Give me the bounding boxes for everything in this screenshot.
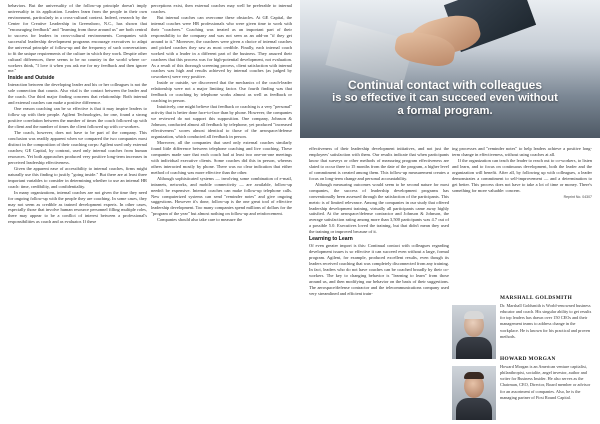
article-column-4 — [452, 146, 592, 201]
author-name: HOWARD MORGAN — [500, 356, 556, 362]
paragraph: Companies should also take care to measure the — [157, 217, 243, 223]
caption-line: a formal program. — [397, 105, 493, 117]
paragraph: But internal coaches can overcome these obstacles. At GE Capital, the internal coaches were HR professionals who were given time to work with their "coachees." Coaching was treated as an important part of their responsibility to the company and was not seen as an add-on "if they get around to it." Moreover, the coachees were given a choice of internal coaches and picked coaches they saw as most credible. Finally, each internal coach worked with a leader in a different part of the business. They assured their coachees that this process was for high-potential development, not evaluation. As a result of this thorough screening process, client satisfaction with internal coaches was high and results achieved by internal coaches (as judged by coworkers) were very positive. — [151, 14, 292, 80]
paragraph: behaviors. But the universality of the follow-up principle doesn't imply universality in its application. Leaders learn from the people in their own environment, particularly in a cross-cultural context. Indeed, research by the Center for Creative Leadership in Greensboro, N.C., has shown that "encouraging feedback" and "learning from those around us" are both central to success for leaders in cross-cultural environments. Companies with successful leadership development programs encourage executives to adapt the universal principle of follow-up and the frequency of such conversations to fit the unique requirements of the culture in which they work. Despite other cultural differences, there seems to be no country in the world where co-workers think, "I love it when you ask me for my feedback and then ignore me." — [8, 3, 147, 74]
paragraph: The coach, however, does not have to be part of the company. This conclusion was readily apparent when we compared the two companies most distinct in the composition of their coaching corps: Agilent used only external coaches; GE Capital, by contrast, used only internal coaches from human resources. Yet both approaches produced very positive long-term increases in perceived leadership effectiveness. — [8, 130, 147, 165]
paragraph: Interaction between the developing leader and his or her colleagues is not the sole connection that counts. Also vital is the contact between the leader and the coach. Our third major finding concerns that relationship: Both internal and external coaches can make a positive difference. — [8, 82, 147, 106]
paragraph: effectiveness of their leadership development initiatives, and not just the employees' satisfaction with them. Our results indicate that when participants know that surveys or other methods of measuring program effectiveness are slated to occur three to 15 months from the date of the program, a higher level of commitment is created among them. This follow-up measurement creates a focus on long-term change and personal accountability. — [309, 146, 449, 181]
article-column-2 — [151, 3, 292, 223]
hero-caption — [310, 79, 580, 118]
photo-hair-shape — [464, 311, 484, 319]
paragraph: Of even greater import is this: Continual contact with colleagues regarding development issues is so effective it can succeed even without a large, formal program. Agilent, for example, produced excellent results, even though its leaders received coaching that was completely disconnected from any training. In fact, leaders who do not have coaches can be coached broadly by their co-workers. The key to changing behavior is "learning to learn" from those around us, and then modifying our behavior on the basis of their suggestions. The aerospace/defense contractor and the telecommunications company used very streamlined and efficient train- — [309, 243, 449, 296]
paragraph: If the organization can teach the leader to reach out to co-workers, to listen and learn, and to focus on continuous development, both the leader and the organization will benefit. After all, by following up with colleagues, a leader demonstrates a commitment to self-improvement — and a determination to get better. This process does not have to take a lot of time or money. There's something for more valuable: concern. — [452, 157, 592, 193]
caption-line: Continual contact with colleagues — [347, 78, 543, 92]
paragraph: Given the apparent ease of accessibility to internal coaches, firms might naturally use this finding to justify "going inside." But there are at least three important variables to consider in determining whether to use an internal HR coach: time, credibility, and confidentiality. — [8, 165, 147, 189]
photo-body-shape — [456, 337, 492, 359]
author-name: MARSHALL GOLDSMITH — [500, 295, 573, 301]
paragraph: Although sophisticated systems — involving some combination of e-mail, intranets, networks, and mobile connectivity — are available, follow-up needn't be expensive. Internal coaches can make follow-up telephone calls. New computerized systems can send "reminder notes" and give ongoing suggestions. However it's done, follow-up is the one great tool of effective leadership development. Too many companies spend millions of dollars for the "program of the year" but almost nothing on follow-up and reinforcement. — [151, 175, 292, 217]
paragraph: ing processes and "reminder notes" to help leaders achieve a positive long-term change in effectiveness, without using coaches at all. — [452, 146, 592, 157]
reprint-number: Reprint No. 04307 — [563, 194, 592, 199]
paragraph: In many organizations, internal coaches are not given the time they need for ongoing follow-up with the people they are coaching. In some cases, they may not seem as credible as trained development experts. In other cases, especially those that involve human resource personnel filling multiple roles, there may appear to be a conflict of interest between a professional's responsibilities as coach and as evaluator. If these — [8, 189, 147, 225]
paragraph: One reason coaching can be so effective is that it may inspire leaders to follow up with their people. Agilent Technologies, for one, found a strong positive correlation between the number of times the coach followed up with the client and the number of times the client followed up with co-workers. — [8, 106, 147, 130]
paragraph: Intuitively, one might believe that feedback or coaching is a very "personal" activity that is better done face-to-face than by phone. However, the companies we reviewed do not support this supposition. One company, Johnson & Johnson, conducted almost all feedback by telephone, yet produced "increased effectiveness" scores almost identical to those of the aerospace/defense organization, which conducted all feedback in person. — [151, 104, 292, 139]
article-column-3 — [309, 146, 449, 297]
article-column-1 — [8, 3, 147, 225]
paragraph: perceptions exist, then external coaches may well be preferable to internal coaches. — [151, 3, 292, 14]
section-heading-inside-outside: Inside and Outside — [8, 75, 55, 82]
paragraph: Inside or outside, we discovered that the mechanics of the coach-leader relationship were not a major limiting factor. Our fourth finding was that feedback or coaching by telephone works almost as well as feedback or coaching in person. — [151, 80, 292, 104]
paragraph: Although measuring outcomes would seem to be second nature for most companies, the success of leadership development programs has conventionally been assessed through the satisfaction of the participants. This metric is of limited relevance. Among the companies in our study that offered leadership development training, virtually all participants came away highly satisfied. At the aerospace/defense contractor and Johnson & Johnson, the average satisfaction rating among more than 3,500 participants was 4.7 out of a possible 5.0. Executives loved the training, but that didn't mean they used the training or improved because of it. — [309, 181, 449, 235]
hero-photo — [300, 0, 600, 138]
photo-hair-shape — [464, 372, 484, 379]
author-description: Howard Morgan is an American venture capitalist, philanthropist, socialite, angel investor, author and writer for Business Insider. He also serves as the Chairman, CEO, Director, Board member or advisor for an assortment of companies. Also, he is the managing partner of First Round Capital. — [500, 364, 591, 400]
caption-line: is so effective it can succeed even without — [332, 92, 558, 104]
photo-body-shape — [456, 398, 492, 420]
author-photo — [452, 305, 496, 359]
section-heading-learning: Learning to Learn — [309, 236, 353, 243]
paragraph: Moreover, all the companies that used only external coaches similarly found little difference between telephone coaching and live coaching. These companies made sure that each coach had at least two one-on-one meetings with individual executive clients. Some coaches did this in person, whereas others interacted mostly by phone. There was no clear indication that either method of coaching was more effective than the other. — [151, 139, 292, 175]
author-photo — [452, 366, 496, 420]
author-description: Dr. Marshall Goldsmith is World-renowned business educator and coach. His singular ability to get results for top leaders has drawn over 150 CEOs and their management teams to address change in the workplace. He is known for his practical and proven methods. — [500, 303, 592, 339]
